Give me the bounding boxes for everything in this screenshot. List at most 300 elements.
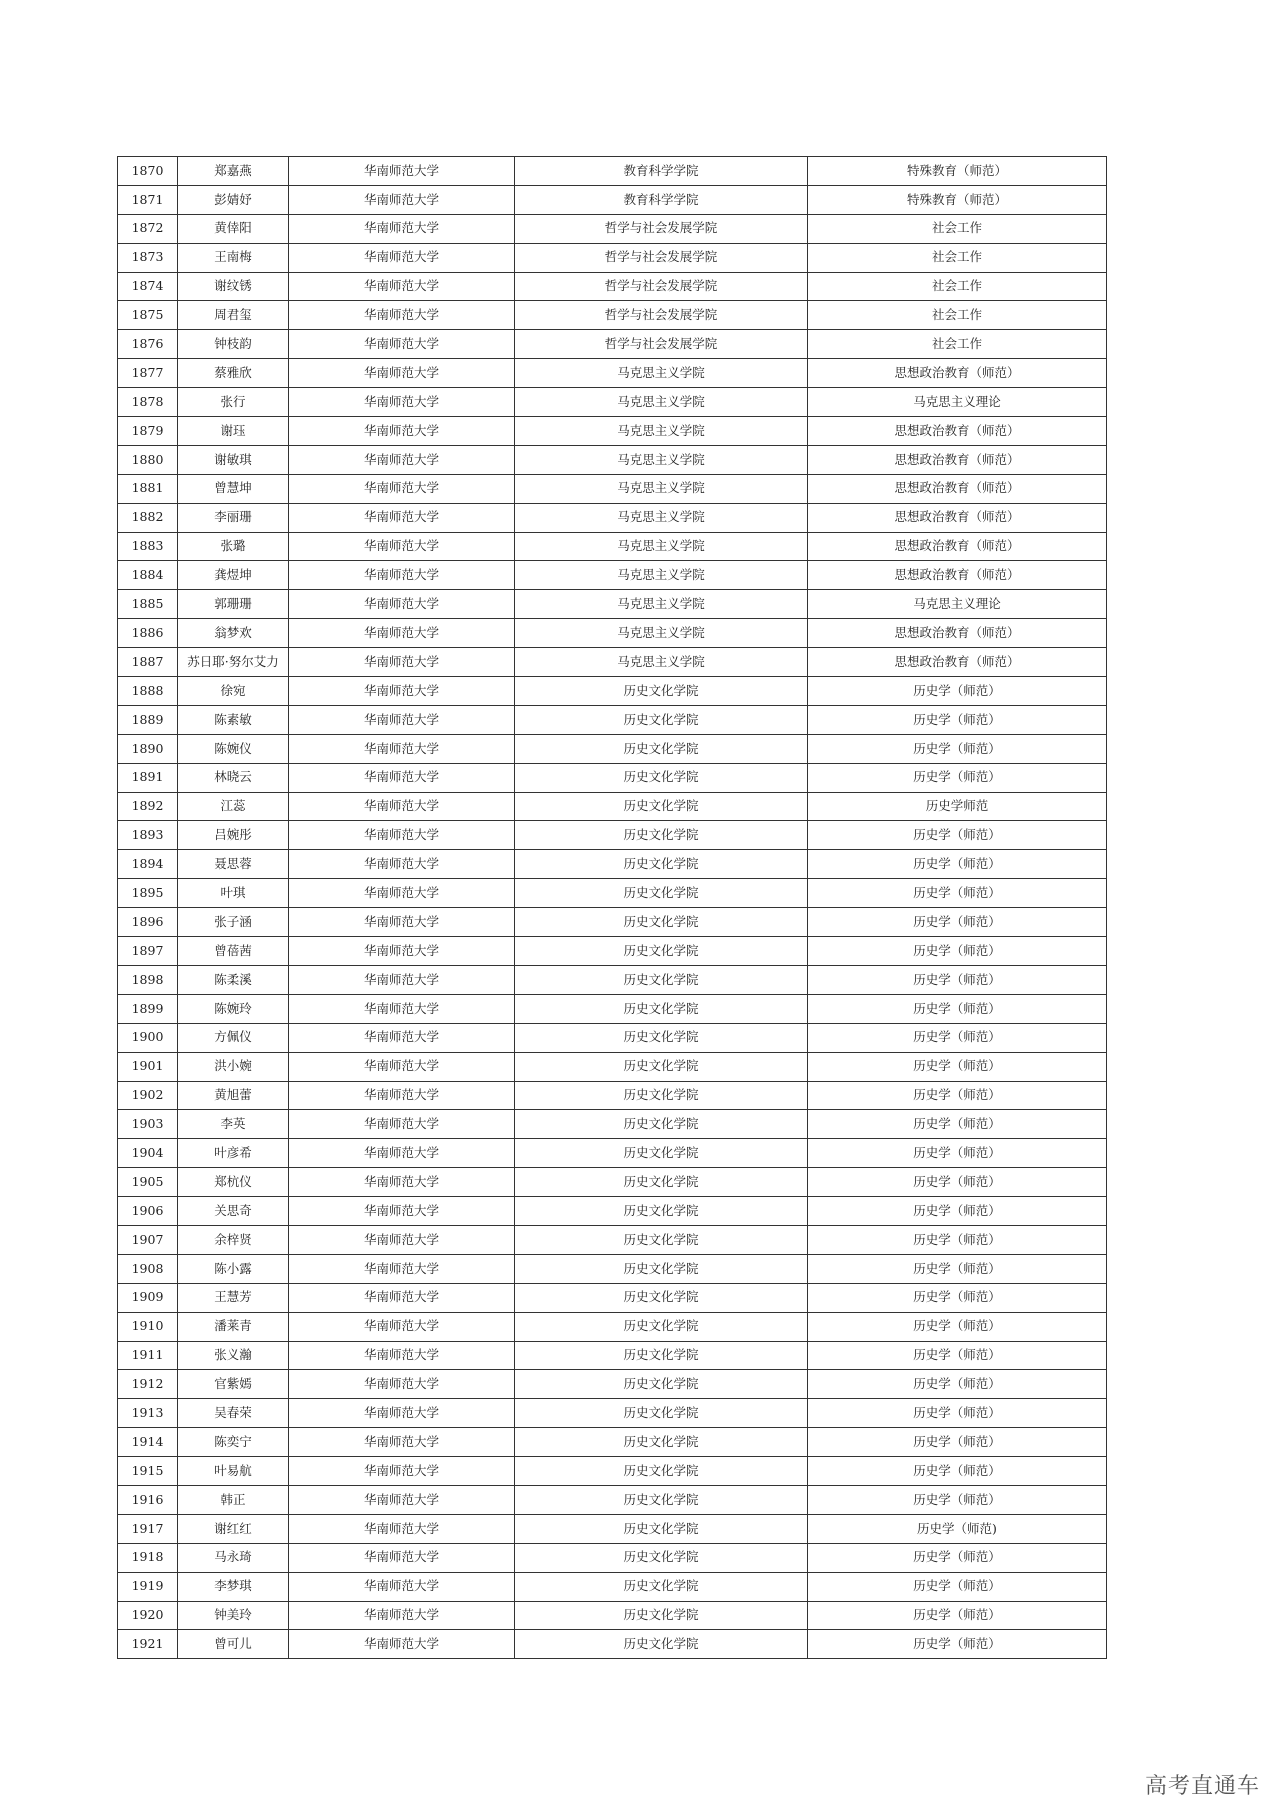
roster-table-body	[118, 157, 1107, 1659]
table-row	[118, 1543, 1107, 1572]
cell-college: 历史文化学院	[515, 1052, 808, 1081]
cell-school: 华南师范大学	[289, 1572, 515, 1601]
table-row	[118, 445, 1107, 474]
cell-major: 历史学（师范）	[808, 1428, 1107, 1457]
cell-name: 苏日耶·努尔艾力	[178, 648, 289, 677]
cell-index: 1913	[118, 1399, 178, 1428]
table-row	[118, 1399, 1107, 1428]
cell-index: 1912	[118, 1370, 178, 1399]
table-row	[118, 619, 1107, 648]
table-row	[118, 243, 1107, 272]
table-row	[118, 879, 1107, 908]
cell-index: 1897	[118, 937, 178, 966]
cell-college: 历史文化学院	[515, 1081, 808, 1110]
cell-index: 1895	[118, 879, 178, 908]
roster-table	[117, 156, 1107, 1659]
cell-college: 历史文化学院	[515, 1543, 808, 1572]
cell-school: 华南师范大学	[289, 590, 515, 619]
cell-name: 钟美玲	[178, 1601, 289, 1630]
cell-index: 1880	[118, 445, 178, 474]
cell-college: 历史文化学院	[515, 1370, 808, 1399]
cell-major: 历史学（师范）	[808, 1254, 1107, 1283]
cell-school: 华南师范大学	[289, 330, 515, 359]
cell-school: 华南师范大学	[289, 388, 515, 417]
cell-college: 历史文化学院	[515, 937, 808, 966]
table-row	[118, 532, 1107, 561]
cell-college: 历史文化学院	[515, 1254, 808, 1283]
table-row	[118, 1514, 1107, 1543]
cell-college: 马克思主义学院	[515, 474, 808, 503]
cell-college: 历史文化学院	[515, 1341, 808, 1370]
cell-name: 李丽珊	[178, 503, 289, 532]
cell-name: 龚煜坤	[178, 561, 289, 590]
cell-index: 1896	[118, 908, 178, 937]
table-row	[118, 850, 1107, 879]
cell-name: 韩正	[178, 1485, 289, 1514]
cell-index: 1871	[118, 185, 178, 214]
table-row	[118, 1428, 1107, 1457]
cell-name: 陈素敏	[178, 705, 289, 734]
cell-index: 1916	[118, 1485, 178, 1514]
cell-major: 历史学（师范）	[808, 1370, 1107, 1399]
cell-name: 陈柔溪	[178, 965, 289, 994]
cell-index: 1910	[118, 1312, 178, 1341]
cell-school: 华南师范大学	[289, 1139, 515, 1168]
table-row	[118, 1457, 1107, 1486]
cell-name: 陈奕宁	[178, 1428, 289, 1457]
table-row	[118, 937, 1107, 966]
cell-name: 谢红红	[178, 1514, 289, 1543]
cell-major: 历史学（师范）	[808, 1457, 1107, 1486]
cell-college: 哲学与社会发展学院	[515, 272, 808, 301]
table-row	[118, 185, 1107, 214]
cell-college: 历史文化学院	[515, 1457, 808, 1486]
table-row	[118, 157, 1107, 186]
table-row	[118, 1370, 1107, 1399]
cell-school: 华南师范大学	[289, 301, 515, 330]
table-row	[118, 705, 1107, 734]
cell-index: 1918	[118, 1543, 178, 1572]
cell-name: 王慧芳	[178, 1283, 289, 1312]
cell-name: 黄倖阳	[178, 214, 289, 243]
table-row	[118, 272, 1107, 301]
cell-major: 思想政治教育（师范）	[808, 359, 1107, 388]
cell-school: 华南师范大学	[289, 1283, 515, 1312]
cell-name: 李英	[178, 1110, 289, 1139]
cell-name: 吴春荣	[178, 1399, 289, 1428]
cell-college: 历史文化学院	[515, 1485, 808, 1514]
cell-major: 历史学（师范）	[808, 705, 1107, 734]
cell-school: 华南师范大学	[289, 1399, 515, 1428]
cell-major: 思想政治教育（师范）	[808, 474, 1107, 503]
table-row	[118, 965, 1107, 994]
cell-college: 历史文化学院	[515, 763, 808, 792]
cell-name: 谢敏琪	[178, 445, 289, 474]
cell-major: 社会工作	[808, 272, 1107, 301]
cell-name: 林晓云	[178, 763, 289, 792]
table-row	[118, 1254, 1107, 1283]
cell-name: 张子涵	[178, 908, 289, 937]
cell-index: 1870	[118, 157, 178, 186]
table-row	[118, 677, 1107, 706]
cell-college: 马克思主义学院	[515, 388, 808, 417]
cell-college: 历史文化学院	[515, 1630, 808, 1659]
cell-major: 历史学（师范）	[808, 1543, 1107, 1572]
table-row	[118, 1485, 1107, 1514]
table-row	[118, 1283, 1107, 1312]
cell-college: 历史文化学院	[515, 1110, 808, 1139]
cell-index: 1882	[118, 503, 178, 532]
cell-major: 历史学（师范）	[808, 1081, 1107, 1110]
table-row	[118, 1225, 1107, 1254]
cell-college: 历史文化学院	[515, 1572, 808, 1601]
cell-name: 关思奇	[178, 1197, 289, 1226]
cell-major: 历史学（师范）	[808, 1168, 1107, 1197]
table-row	[118, 590, 1107, 619]
cell-school: 华南师范大学	[289, 1225, 515, 1254]
cell-school: 华南师范大学	[289, 850, 515, 879]
cell-major: 历史学（师范）	[808, 965, 1107, 994]
cell-college: 历史文化学院	[515, 994, 808, 1023]
cell-college: 马克思主义学院	[515, 503, 808, 532]
cell-index: 1872	[118, 214, 178, 243]
cell-name: 钟枝韵	[178, 330, 289, 359]
cell-school: 华南师范大学	[289, 243, 515, 272]
cell-name: 官紫嫣	[178, 1370, 289, 1399]
cell-major: 思想政治教育（师范）	[808, 503, 1107, 532]
table-row	[118, 388, 1107, 417]
cell-school: 华南师范大学	[289, 1514, 515, 1543]
cell-name: 郑嘉燕	[178, 157, 289, 186]
cell-index: 1877	[118, 359, 178, 388]
cell-name: 蔡雅欣	[178, 359, 289, 388]
cell-college: 历史文化学院	[515, 705, 808, 734]
table-row	[118, 1052, 1107, 1081]
cell-school: 华南师范大学	[289, 1370, 515, 1399]
cell-college: 马克思主义学院	[515, 417, 808, 446]
cell-index: 1901	[118, 1052, 178, 1081]
cell-major: 历史学（师范）	[808, 821, 1107, 850]
table-row	[118, 763, 1107, 792]
cell-major: 特殊教育（师范）	[808, 157, 1107, 186]
cell-school: 华南师范大学	[289, 359, 515, 388]
cell-name: 黄旭蕾	[178, 1081, 289, 1110]
cell-college: 历史文化学院	[515, 1023, 808, 1052]
table-row	[118, 1572, 1107, 1601]
cell-index: 1915	[118, 1457, 178, 1486]
cell-school: 华南师范大学	[289, 1052, 515, 1081]
cell-college: 历史文化学院	[515, 1428, 808, 1457]
cell-major: 历史学（师范）	[808, 1225, 1107, 1254]
cell-major: 历史学（师范）	[808, 937, 1107, 966]
cell-school: 华南师范大学	[289, 1457, 515, 1486]
cell-major: 历史学（师范）	[808, 1023, 1107, 1052]
cell-college: 教育科学学院	[515, 157, 808, 186]
cell-index: 1919	[118, 1572, 178, 1601]
cell-school: 华南师范大学	[289, 734, 515, 763]
cell-index: 1879	[118, 417, 178, 446]
cell-school: 华南师范大学	[289, 705, 515, 734]
cell-school: 华南师范大学	[289, 965, 515, 994]
cell-name: 陈小露	[178, 1254, 289, 1283]
cell-index: 1899	[118, 994, 178, 1023]
cell-name: 吕婉彤	[178, 821, 289, 850]
cell-major: 思想政治教育（师范）	[808, 619, 1107, 648]
cell-name: 江蕊	[178, 792, 289, 821]
table-row	[118, 561, 1107, 590]
cell-major: 历史学（师范）	[808, 734, 1107, 763]
cell-name: 陈婉玲	[178, 994, 289, 1023]
cell-major: 马克思主义理论	[808, 388, 1107, 417]
table-row	[118, 1081, 1107, 1110]
cell-index: 1878	[118, 388, 178, 417]
table-row	[118, 648, 1107, 677]
cell-college: 马克思主义学院	[515, 561, 808, 590]
cell-school: 华南师范大学	[289, 503, 515, 532]
table-row	[118, 503, 1107, 532]
table-row	[118, 1023, 1107, 1052]
cell-college: 历史文化学院	[515, 1514, 808, 1543]
cell-school: 华南师范大学	[289, 185, 515, 214]
cell-index: 1886	[118, 619, 178, 648]
cell-school: 华南师范大学	[289, 1197, 515, 1226]
cell-college: 马克思主义学院	[515, 359, 808, 388]
cell-name: 翁梦欢	[178, 619, 289, 648]
table-row	[118, 792, 1107, 821]
cell-major: 历史学（师范）	[808, 1312, 1107, 1341]
cell-major: 思想政治教育（师范）	[808, 648, 1107, 677]
cell-index: 1887	[118, 648, 178, 677]
cell-index: 1907	[118, 1225, 178, 1254]
cell-school: 华南师范大学	[289, 1110, 515, 1139]
cell-school: 华南师范大学	[289, 157, 515, 186]
cell-index: 1892	[118, 792, 178, 821]
cell-name: 李梦琪	[178, 1572, 289, 1601]
table-row	[118, 359, 1107, 388]
cell-index: 1902	[118, 1081, 178, 1110]
cell-school: 华南师范大学	[289, 474, 515, 503]
table-row	[118, 1110, 1107, 1139]
cell-college: 历史文化学院	[515, 1197, 808, 1226]
cell-major: 历史学（师范）	[808, 1139, 1107, 1168]
cell-college: 马克思主义学院	[515, 532, 808, 561]
cell-college: 教育科学学院	[515, 185, 808, 214]
cell-college: 历史文化学院	[515, 1399, 808, 1428]
cell-college: 历史文化学院	[515, 1283, 808, 1312]
cell-name: 聂思蓉	[178, 850, 289, 879]
cell-school: 华南师范大学	[289, 879, 515, 908]
cell-name: 马永琦	[178, 1543, 289, 1572]
cell-major: 社会工作	[808, 243, 1107, 272]
cell-name: 郑杭仪	[178, 1168, 289, 1197]
cell-name: 叶琪	[178, 879, 289, 908]
cell-school: 华南师范大学	[289, 1485, 515, 1514]
cell-index: 1885	[118, 590, 178, 619]
cell-college: 马克思主义学院	[515, 590, 808, 619]
watermark-text: 高考直通车	[1144, 1774, 1260, 1799]
cell-index: 1891	[118, 763, 178, 792]
cell-college: 历史文化学院	[515, 734, 808, 763]
cell-school: 华南师范大学	[289, 937, 515, 966]
cell-college: 历史文化学院	[515, 1225, 808, 1254]
cell-name: 周君玺	[178, 301, 289, 330]
cell-major: 马克思主义理论	[808, 590, 1107, 619]
cell-major: 思想政治教育（师范）	[808, 532, 1107, 561]
table-row	[118, 330, 1107, 359]
cell-name: 曾蓓茜	[178, 937, 289, 966]
cell-college: 历史文化学院	[515, 1168, 808, 1197]
cell-index: 1883	[118, 532, 178, 561]
cell-college: 历史文化学院	[515, 792, 808, 821]
cell-school: 华南师范大学	[289, 994, 515, 1023]
cell-major: 社会工作	[808, 330, 1107, 359]
table-row	[118, 1630, 1107, 1659]
cell-school: 华南师范大学	[289, 1312, 515, 1341]
cell-name: 曾慧坤	[178, 474, 289, 503]
cell-major: 思想政治教育（师范）	[808, 417, 1107, 446]
cell-college: 马克思主义学院	[515, 445, 808, 474]
cell-index: 1884	[118, 561, 178, 590]
cell-major: 历史学（师范）	[808, 1110, 1107, 1139]
table-row	[118, 994, 1107, 1023]
cell-school: 华南师范大学	[289, 1081, 515, 1110]
cell-major: 历史学（师范）	[808, 879, 1107, 908]
cell-college: 历史文化学院	[515, 1601, 808, 1630]
cell-college: 马克思主义学院	[515, 619, 808, 648]
cell-name: 张行	[178, 388, 289, 417]
cell-index: 1889	[118, 705, 178, 734]
table-row	[118, 1601, 1107, 1630]
table-row	[118, 474, 1107, 503]
cell-college: 历史文化学院	[515, 677, 808, 706]
cell-school: 华南师范大学	[289, 561, 515, 590]
table-row	[118, 1168, 1107, 1197]
cell-major: 历史学（师范）	[808, 1399, 1107, 1428]
cell-major: 历史学（师范）	[808, 1052, 1107, 1081]
cell-major: 特殊教育（师范）	[808, 185, 1107, 214]
cell-name: 彭婧妤	[178, 185, 289, 214]
cell-school: 华南师范大学	[289, 1023, 515, 1052]
cell-index: 1876	[118, 330, 178, 359]
cell-school: 华南师范大学	[289, 677, 515, 706]
cell-name: 张璐	[178, 532, 289, 561]
cell-index: 1909	[118, 1283, 178, 1312]
cell-major: 思想政治教育（师范）	[808, 561, 1107, 590]
cell-college: 哲学与社会发展学院	[515, 214, 808, 243]
cell-major: 历史学（师范）	[808, 908, 1107, 937]
cell-major: 历史学（师范）	[808, 1341, 1107, 1370]
cell-index: 1911	[118, 1341, 178, 1370]
cell-school: 华南师范大学	[289, 1168, 515, 1197]
cell-major: 历史学师范	[808, 792, 1107, 821]
table-row	[118, 1197, 1107, 1226]
cell-major: 历史学（师范）	[808, 763, 1107, 792]
cell-school: 华南师范大学	[289, 648, 515, 677]
table-row	[118, 1312, 1107, 1341]
cell-index: 1920	[118, 1601, 178, 1630]
cell-major: 社会工作	[808, 301, 1107, 330]
cell-college: 马克思主义学院	[515, 648, 808, 677]
cell-name: 谢珏	[178, 417, 289, 446]
table-row	[118, 821, 1107, 850]
cell-school: 华南师范大学	[289, 532, 515, 561]
cell-index: 1921	[118, 1630, 178, 1659]
cell-index: 1881	[118, 474, 178, 503]
cell-name: 郭珊珊	[178, 590, 289, 619]
cell-major: 历史学（师范）	[808, 1601, 1107, 1630]
cell-name: 叶彦希	[178, 1139, 289, 1168]
cell-name: 洪小婉	[178, 1052, 289, 1081]
cell-name: 曾可儿	[178, 1630, 289, 1659]
cell-index: 1875	[118, 301, 178, 330]
table-row	[118, 1139, 1107, 1168]
cell-name: 潘莱青	[178, 1312, 289, 1341]
cell-index: 1888	[118, 677, 178, 706]
cell-major: 历史学（师范）	[808, 1630, 1107, 1659]
cell-index: 1903	[118, 1110, 178, 1139]
cell-college: 历史文化学院	[515, 821, 808, 850]
cell-school: 华南师范大学	[289, 1630, 515, 1659]
cell-major: 历史学（师范）	[808, 677, 1107, 706]
table-row	[118, 301, 1107, 330]
cell-school: 华南师范大学	[289, 908, 515, 937]
cell-college: 哲学与社会发展学院	[515, 301, 808, 330]
cell-name: 王南梅	[178, 243, 289, 272]
cell-school: 华南师范大学	[289, 1341, 515, 1370]
cell-major: 历史学（师范)	[808, 1514, 1107, 1543]
cell-name: 陈婉仪	[178, 734, 289, 763]
cell-school: 华南师范大学	[289, 792, 515, 821]
cell-college: 历史文化学院	[515, 1139, 808, 1168]
table-row	[118, 214, 1107, 243]
cell-index: 1894	[118, 850, 178, 879]
cell-major: 历史学（师范）	[808, 1197, 1107, 1226]
cell-name: 方佩仪	[178, 1023, 289, 1052]
cell-index: 1908	[118, 1254, 178, 1283]
cell-major: 历史学（师范）	[808, 1485, 1107, 1514]
cell-index: 1874	[118, 272, 178, 301]
cell-college: 历史文化学院	[515, 1312, 808, 1341]
cell-major: 历史学（师范）	[808, 994, 1107, 1023]
cell-college: 历史文化学院	[515, 965, 808, 994]
cell-school: 华南师范大学	[289, 445, 515, 474]
cell-college: 哲学与社会发展学院	[515, 330, 808, 359]
cell-college: 历史文化学院	[515, 879, 808, 908]
cell-index: 1905	[118, 1168, 178, 1197]
cell-college: 历史文化学院	[515, 908, 808, 937]
cell-school: 华南师范大学	[289, 619, 515, 648]
cell-index: 1914	[118, 1428, 178, 1457]
table-row	[118, 908, 1107, 937]
cell-index: 1906	[118, 1197, 178, 1226]
cell-index: 1893	[118, 821, 178, 850]
cell-college: 历史文化学院	[515, 850, 808, 879]
cell-name: 余梓贤	[178, 1225, 289, 1254]
cell-name: 叶易航	[178, 1457, 289, 1486]
cell-school: 华南师范大学	[289, 214, 515, 243]
cell-school: 华南师范大学	[289, 1254, 515, 1283]
cell-index: 1904	[118, 1139, 178, 1168]
table-row	[118, 417, 1107, 446]
cell-school: 华南师范大学	[289, 1543, 515, 1572]
cell-index: 1890	[118, 734, 178, 763]
cell-school: 华南师范大学	[289, 1601, 515, 1630]
cell-school: 华南师范大学	[289, 821, 515, 850]
cell-major: 历史学（师范）	[808, 1283, 1107, 1312]
cell-school: 华南师范大学	[289, 272, 515, 301]
table-row	[118, 734, 1107, 763]
cell-name: 徐宛	[178, 677, 289, 706]
